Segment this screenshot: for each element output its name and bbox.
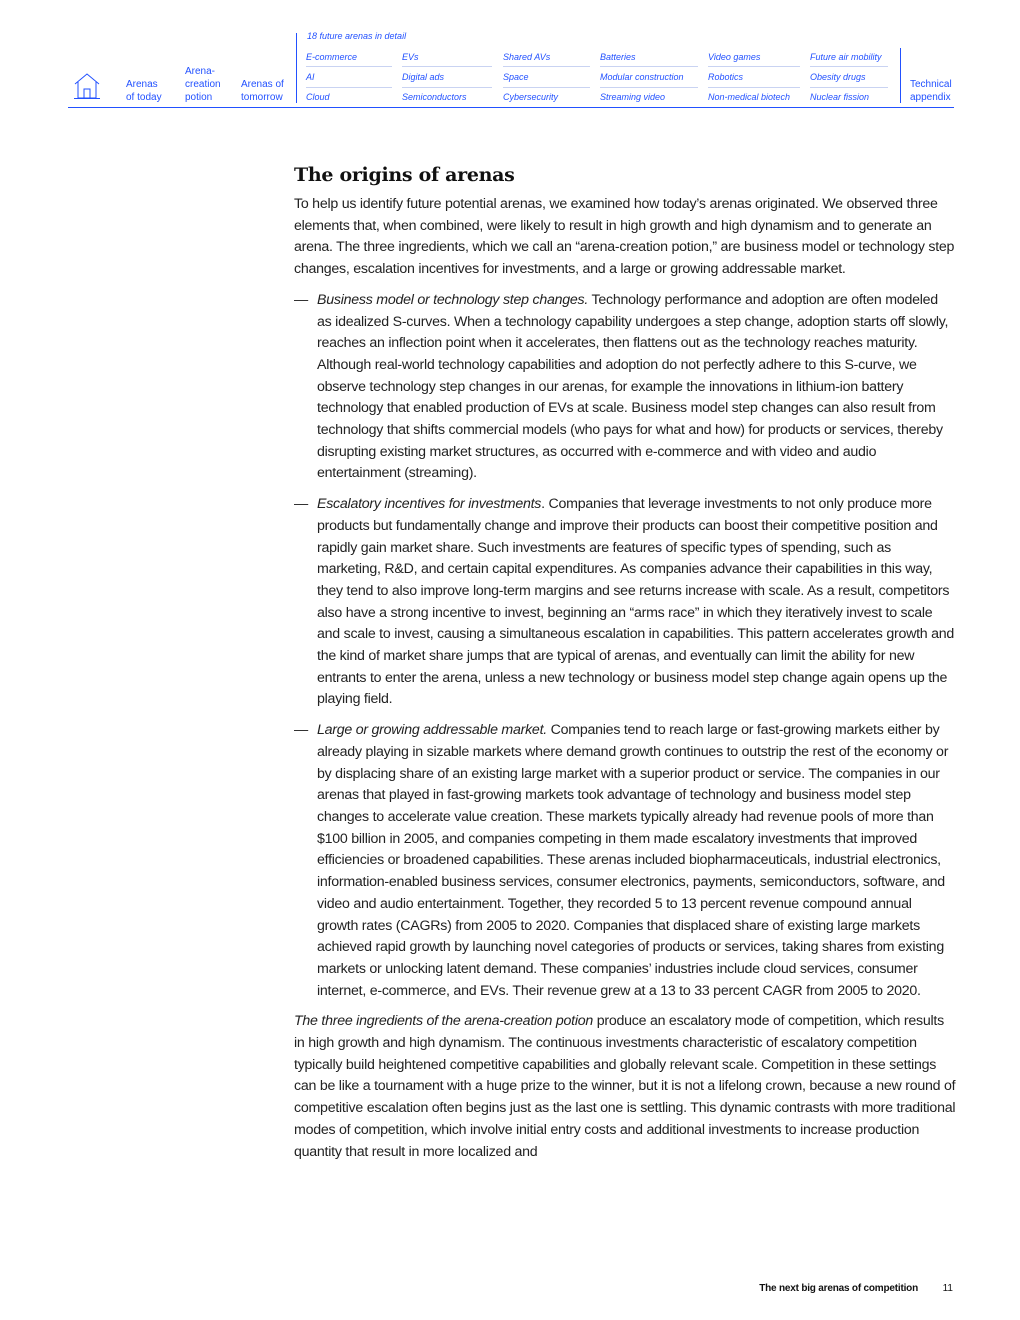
nav-divider-left [296, 33, 297, 103]
arena-link-e-commerce[interactable]: E-commerce [306, 52, 358, 62]
section-title: The origins of arenas [294, 164, 515, 186]
arena-divider [306, 87, 392, 88]
arena-divider [600, 87, 698, 88]
arena-link-space[interactable]: Space [503, 72, 529, 82]
list-item [294, 720, 956, 1002]
arena-divider [503, 66, 590, 67]
list-item-lead: Large or growing addressable market. [317, 722, 547, 739]
arena-link-non-medical-biotech[interactable]: Non-medical biotech [708, 92, 791, 102]
intro-paragraph: To help us identify future potential arenas, we examined how today’s arenas originated. We observed three elements that, when combined, were likely to result in high growth and high dynamism and to generate an arena. The three ingredients, which we call an “arena-creation potion,” are business model or technology step changes, escalation incentives for investments, and a large or growing addressable market. [294, 196, 955, 278]
nav-bottom-rule [68, 107, 954, 108]
arenas-heading: 18 future arenas in detail [307, 31, 407, 41]
arena-link-future-air-mobility[interactable]: Future air mobility [810, 52, 882, 62]
list-item-text: . Companies that leverage investments to not only produce more products but fundamentally change and improve their products can boost their competitive position and rapidly gain market share. Such investments are features of specific types of spending, such as marketing, R&D, and certain capital expenditures. As companies advance their capabilities in this way, they tend to also improve long-term margins and see returns increase with scale. As a result, competitors also have a strong incentive to invest, beginning an “arms race” in which they iteratively invest to scale and scale to invest, causing a simultaneous escalation in capabilities. This pattern accelerates growth and the kind of market share jumps that are typical of arenas, and eventually can limit the ability for new entrants to enter the arena, unless a new technology or business model step change again opens up the playing field. [317, 496, 955, 708]
nav-divider-right [900, 48, 901, 103]
arena-divider [708, 66, 800, 67]
arena-divider [306, 66, 392, 67]
arena-link-batteries[interactable]: Batteries [600, 52, 636, 62]
list-item [294, 494, 956, 711]
closing-text: produce an escalatory mode of competition, which results in high growth and high dynamism. The continuous investments characteristic of escalatory competition typically build heightened competitive capabilities and globally relevant scale. Competition in these settings can be like a tournament with a huge prize to the winner, but it is not a lifelong crown, because a new round of competitive escalation often begins just as the last one is settling. This dynamic contrasts with more traditional modes of competition, which involve initial entry costs and additional investments to increase production quantity that result in more localized and [294, 1013, 956, 1160]
arena-divider [810, 87, 888, 88]
ingredient-list [294, 290, 956, 1003]
dash-marker: — [294, 722, 308, 739]
list-item-lead: Escalatory incentives for investments [317, 496, 542, 513]
arena-link-cybersecurity[interactable]: Cybersecurity [503, 92, 559, 102]
arena-link-shared-avs[interactable]: Shared AVs [503, 52, 551, 62]
dash-marker: — [294, 291, 308, 308]
arena-divider [600, 66, 698, 67]
arena-link-obesity-drugs[interactable]: Obesity drugs [810, 72, 866, 82]
arena-link-semiconductors[interactable]: Semiconductors [402, 92, 467, 102]
list-item [294, 290, 956, 485]
arena-link-video-games[interactable]: Video games [708, 52, 761, 62]
arena-link-streaming-video[interactable]: Streaming video [600, 92, 666, 102]
arena-divider [402, 87, 492, 88]
article-body [294, 162, 956, 1172]
nav-arena-creation-potion[interactable]: Arena- creation potion [185, 66, 221, 103]
page-number: 11 [942, 1283, 953, 1294]
arena-link-evs[interactable]: EVs [402, 52, 419, 62]
nav-arenas-of-today[interactable]: Arenas of today [126, 79, 162, 103]
arena-divider [708, 87, 800, 88]
arena-link-ai[interactable]: AI [306, 72, 315, 82]
home-icon[interactable] [74, 72, 100, 100]
arena-divider [402, 66, 492, 67]
list-item-text: Companies tend to reach large or fast-growing markets either by already playing in sizable markets where demand growth continues to outstrip the rest of the economy or by displacing share of an existing large market with a superior product or service. The companies in our arenas that played in fast-growing markets took advantage of technology and business model step changes to accelerate value creation. These markets typically already had revenue pools of more than $100 billion in 2005, and companies competing in them made escalatory investments that improved efficiencies or broadened capabilities. These arenas included biopharmaceuticals, industrial electronics, information-enabled business services, consumer electronics, payments, semiconductors, software, and video and audio entertainment. Together, they recorded 5 to 13 percent revenue compound annual growth rates (CAGRs) from 2005 to 2020. Companies that displaced share of existing large markets achieved rapid growth by launching novel categories of products or services, taking shares from existing markets or unlocking latent demand. These companies’ industries include cloud services, consumer internet, e-commerce, and EVs. Their revenue grew at a 13 to 33 percent CAGR from 2005 to 2020. [317, 722, 949, 999]
closing-paragraph [294, 1011, 956, 1163]
list-item-text: Technology performance and adoption are often modeled as idealized S-curves. When a technology capability undergoes a step change, adoption starts off slowly, reaches an inflection point when it accelerates, then flattens out as the technology reaches maturity. Although real-world technology capabilities and adoption do not perfectly adhere to this S-curve, we observe technology step changes in our arenas, for example the innovations in lithium-ion battery technology that enabled production of EVs at scale. Business model step changes can also result from technology that shifts commercial models (who pays for what and how) for products or services, thereby disrupting existing market structures, as occurred with e-commerce and with video and audio entertainment (streaming). [317, 291, 949, 482]
arena-link-nuclear-fission[interactable]: Nuclear fission [810, 92, 870, 102]
arena-link-digital-ads[interactable]: Digital ads [402, 72, 445, 82]
arena-divider [503, 87, 590, 88]
arena-divider [810, 66, 888, 67]
list-item-lead: Business model or technology step changes. [317, 291, 589, 308]
footer-report-title: The next big arenas of competition [759, 1283, 918, 1294]
closing-lead: The three ingredients of the arena-creation potion [294, 1013, 594, 1030]
arena-link-modular-construction[interactable]: Modular construction [600, 72, 684, 82]
nav-arenas-of-tomorrow[interactable]: Arenas of tomorrow [241, 79, 284, 103]
arena-link-cloud[interactable]: Cloud [306, 92, 330, 102]
nav-technical-appendix[interactable]: Technical appendix [910, 79, 952, 103]
arena-link-robotics[interactable]: Robotics [708, 72, 744, 82]
dash-marker: — [294, 496, 308, 513]
